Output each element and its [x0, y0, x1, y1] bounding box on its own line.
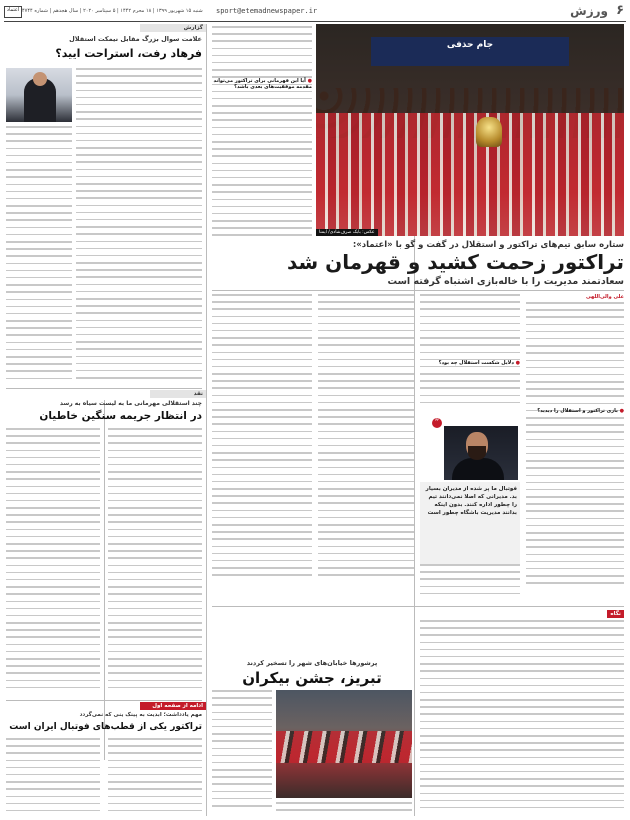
lead-question: ● بازی تراکتور و استقلال را دیدید؟: [526, 408, 624, 414]
author-name: علی والی‌اللهی: [585, 294, 624, 300]
trophy-icon: [476, 117, 502, 147]
tabriz-body2: [276, 802, 412, 816]
penalty-headline: در انتظار جریمه سنگین خاطیان: [39, 410, 202, 422]
dateline: شنبه ۱۵ شهریور ۱۳۹۹ | ۱۸ محرم ۱۴۴۲ | ۵ سپتامبر ۲۰۲۰ | سال هجدهم | شماره ۴۷۴۴: [22, 8, 203, 14]
coach-face: [33, 72, 47, 86]
column-separator: [206, 24, 207, 816]
farhad-body-right: [76, 68, 202, 386]
tractor-headline: تراکتور یکی از قطب‌های فوتبال ایران است: [9, 722, 202, 732]
lead-body-col3: [318, 294, 414, 604]
lead-overline: ستاره سابق تیم‌های تراکتور و استقلال در گفت و گو با «اعتماد»:: [352, 240, 624, 250]
column-separator: [414, 230, 415, 816]
tabriz-photo: [276, 690, 412, 798]
farhad-overline: علامت سوال بزرگ مقابل نیمکت استقلال: [69, 35, 202, 43]
divider: [6, 388, 202, 389]
left-mid-kicker: نقد: [150, 390, 206, 398]
column-separator: [104, 400, 105, 760]
farhad-body-left: [6, 126, 72, 386]
page-number: ۶: [616, 3, 624, 18]
penalty-overline: چند استقلالی مهرمانی ما به لیست سیاه به رسد: [59, 400, 202, 407]
tabriz-overline: پرشورها خیابان‌های شهر را تسخیر کردند: [246, 659, 378, 667]
tabriz-body: [212, 690, 272, 816]
lead-body-col1: [526, 302, 624, 602]
beard: [468, 446, 486, 460]
quote-icon: ”: [432, 418, 442, 428]
tractor-body-left: [6, 738, 100, 816]
photo-caption: عکس: بابک صرف‌شادی/ ایمنا: [316, 229, 378, 236]
header-rule: [4, 21, 626, 22]
lead-body-column: [212, 26, 312, 240]
lead-headline: تراکتور زحمت کشید و قهرمان شد: [286, 250, 624, 274]
bottom-right-kicker: نگاه: [607, 610, 624, 618]
section-title: ورزش: [570, 4, 608, 18]
page-header: [0, 0, 630, 22]
penalty-body-right: [108, 428, 202, 696]
figure: [452, 458, 504, 480]
lead-photo: [316, 24, 624, 236]
tractor-body-right: [108, 738, 202, 816]
lead-body-col4: [212, 294, 312, 604]
left-top-kicker: گزارش: [140, 24, 206, 32]
tabriz-headline: تبریز، جشن بیکران: [242, 669, 382, 687]
section-email[interactable]: sport@etemadnewspaper.ir: [216, 7, 318, 15]
left-bottom-kicker: ادامه از صفحه اول: [140, 702, 206, 710]
lead-subhead: سعادتمند مدیریت را با خاله‌بازی اشتباه گرفته است: [387, 276, 624, 287]
team-kits: [316, 113, 624, 236]
divider: [212, 290, 624, 291]
coach-photo: [6, 68, 72, 122]
interviewee-photo: [444, 426, 518, 480]
nagah-body: [420, 620, 624, 816]
photo-banner: جام حذفی: [371, 37, 568, 67]
farhad-headline: فرهاد رفت، استراحت ایید؟: [55, 47, 202, 60]
lead-body-col2: [420, 294, 520, 424]
lead-question: ● آیا این قهرمانی برای تراکتور می‌تواند مقدمه موفقیت‌های بعدی باشد؟: [212, 78, 312, 90]
lead-body-col2b: [420, 564, 520, 604]
pull-quote: فوتبال ما پر شده از مدیران بسیار بد. مدیرانی که اصلا نمی‌دانند تیم را چطور اداره کنند. بدون اینکه بدانند مدیریت باشگاه چطور است: [420, 482, 520, 564]
tractor-overline: مهم یادداشت؛ ابدیت به پینک ینی که نمی‌گردد: [79, 712, 202, 718]
divider: [6, 700, 202, 701]
newspaper-logo: اعتماد: [4, 6, 22, 18]
flags: [276, 731, 412, 763]
divider: [212, 606, 624, 607]
lead-question: ● دلایل شکست استقلال چه بود؟: [420, 360, 520, 366]
penalty-body-left: [6, 428, 100, 696]
